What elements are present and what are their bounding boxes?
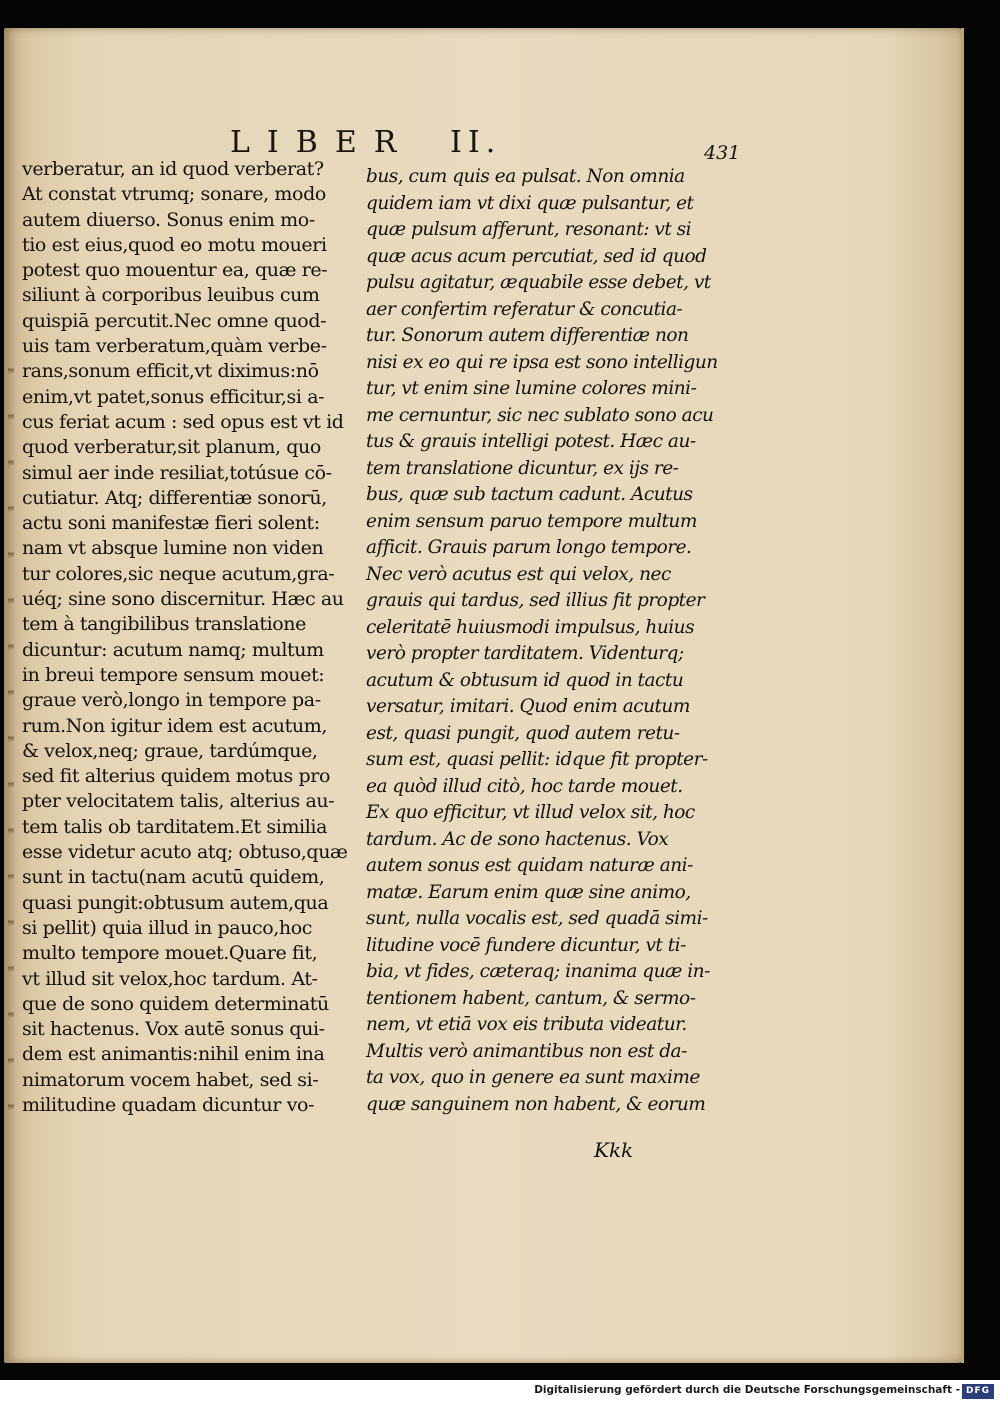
- left-column-line: militudine quadam dicuntur vo-: [22, 1093, 315, 1116]
- right-column-line: litudine vocē fundere dicuntur, vt ti-: [366, 934, 686, 956]
- left-column-line: graue verò,longo in tempore pa-: [22, 689, 321, 712]
- right-column-line: bia, vt fides, cæteraq; inanima quæ in-: [366, 961, 710, 982]
- left-column-line: uéq; sine sono discernitur. Hæc au: [22, 588, 344, 611]
- right-column-line: est, quasi pungit, quod autem retu-: [366, 722, 680, 744]
- left-column-latin-roman: [22, 157, 357, 1118]
- right-column-line: autem sonus est quidam naturæ ani-: [366, 855, 693, 876]
- right-column-line: quæ pulsum afferunt, resonant: vt si: [366, 219, 692, 240]
- book-number: II.: [450, 125, 502, 160]
- left-column-line: autem diuerso. Sonus enim mo-: [22, 208, 315, 231]
- left-column-line: At constat vtrumq; sonare, modo: [22, 183, 326, 206]
- left-column-line: cus feriat acum : sed opus est vt id: [22, 410, 344, 433]
- left-column-line: pter velocitatem talis, alterius au-: [22, 790, 335, 813]
- right-column-line: aer confertim referatur & concutia-: [366, 298, 683, 320]
- right-column-line: me cernuntur, sic nec sublato sono acu: [366, 404, 714, 426]
- right-column-line: tardum. Ac de sono hactenus. Vox: [366, 828, 669, 850]
- left-column-line: in breui tempore sensum mouet:: [22, 663, 325, 686]
- left-column-line: rum.Non igitur idem est acutum,: [22, 714, 327, 737]
- left-column-line: nam vt absque lumine non viden: [22, 537, 324, 560]
- right-column-line: verò propter tarditatem. Videnturq;: [366, 643, 684, 664]
- left-column-line: sit hactenus. Vox autē sonus qui-: [22, 1018, 325, 1041]
- right-column-line: nisi ex eo qui re ipsa est sono intelligun: [366, 351, 718, 373]
- funding-credit: Digitalisierung gefördert durch die Deutsche Forschungsgemeinschaft -: [534, 1384, 960, 1396]
- right-column-line: bus, cum quis ea pulsat. Non omnia: [366, 166, 685, 187]
- left-column-line: potest quo mouentur ea, quæ re-: [22, 259, 328, 282]
- left-column-line: cutiatur. Atq; differentiæ sonorū,: [22, 486, 327, 509]
- right-column-line: afficit. Grauis parum longo tempore.: [366, 537, 692, 558]
- running-title: LIBER: [230, 125, 414, 160]
- right-column-line: sum est, quasi pellit: idque fit propter-: [366, 749, 708, 770]
- left-column-line: tem à tangibilibus translatione: [22, 613, 306, 636]
- right-column-line: sunt, nulla vocalis est, sed quadā simi-: [366, 908, 708, 929]
- right-column-line: tus & grauis intelligi potest. Hæc au-: [366, 431, 696, 452]
- footer-bar: [0, 1380, 1000, 1402]
- right-column-line: ta vox, quo in genere ea sunt maxime: [366, 1067, 700, 1088]
- left-column-line: & velox,neq; graue, tardúmque,: [22, 739, 318, 762]
- right-column-line: ea quòd illud citò, hoc tarde mouet.: [366, 775, 683, 797]
- right-column-line: tem translatione dicuntur, ex ijs re-: [366, 457, 679, 479]
- left-column-line: quod verberatur,sit planum, quo: [22, 436, 321, 459]
- left-column-line: que de sono quidem determinatū: [22, 992, 329, 1015]
- right-column-line: pulsu agitatur, æquabile esse debet, vt: [366, 272, 711, 293]
- right-column-line: grauis qui tardus, sed illius fit propter: [366, 590, 705, 611]
- gutter-shadow: [8, 328, 14, 1128]
- right-column-line: tentionem habent, cantum, & sermo-: [366, 987, 696, 1009]
- left-column-line: verberatur, an id quod verberat?: [22, 158, 324, 180]
- right-column-line: quidem iam vt dixi quæ pulsantur, et: [366, 192, 694, 214]
- left-column-line: tem talis ob tarditatem.Et similia: [22, 815, 328, 838]
- left-column-line: esse videtur acuto atq; obtuso,quæ: [22, 841, 348, 864]
- signature-mark: Kkk: [594, 1138, 634, 1162]
- left-column-line: si pellit) quia illud in pauco,hoc: [22, 916, 313, 939]
- left-column-line: quispiā percutit.Nec omne quod-: [22, 309, 327, 332]
- right-column-line: celeritatē huiusmodi impulsus, huius: [366, 616, 695, 638]
- dfg-logo-icon: DFG: [962, 1384, 994, 1399]
- left-column-line: multo tempore mouet.Quare fit,: [22, 942, 318, 965]
- right-column-latin-italic: [366, 164, 718, 1118]
- right-column-line: nem, vt etiā vox eis tributa videatur.: [366, 1014, 687, 1035]
- left-column-line: simul aer inde resiliat,totúsue cō-: [22, 461, 332, 484]
- right-column-line: tur, vt enim sine lumine colores mini-: [366, 378, 697, 399]
- page-number: 431: [704, 142, 741, 164]
- left-column-line: dem est animantis:nihil enim ina: [22, 1043, 325, 1066]
- right-column-line: tur. Sonorum autem differentiæ non: [366, 325, 689, 346]
- right-column-line: matæ. Earum enim quæ sine animo,: [366, 881, 691, 903]
- right-column-line: Ex quo efficitur, vt illud velox sit, hoc: [366, 802, 695, 823]
- left-column-line: actu soni manifestæ fieri solent:: [22, 512, 320, 535]
- left-column-line: tio est eius,quod eo motu moueri: [22, 233, 327, 256]
- left-column-line: vt illud sit velox,hoc tardum. At-: [22, 967, 318, 990]
- left-column-line: dicuntur: acutum namq; multum: [22, 638, 324, 661]
- left-column-line: tur colores,sic neque acutum,gra-: [22, 562, 335, 585]
- left-column-line: nimatorum vocem habet, sed si-: [22, 1068, 319, 1091]
- left-column-line: sunt in tactu(nam acutū quidem,: [22, 866, 325, 889]
- left-column-line: rans,sonum efficit,vt diximus:nō: [22, 360, 319, 383]
- right-column-line: Multis verò animantibus non est da-: [366, 1040, 687, 1062]
- right-column-line: versatur, imitari. Quod enim acutum: [366, 696, 690, 717]
- right-column-line: bus, quæ sub tactum cadunt. Acutus: [366, 484, 693, 505]
- left-column-line: siliunt à corporibus leuibus cum: [22, 284, 320, 307]
- right-column-line: quæ sanguinem non habent, & eorum: [366, 1093, 706, 1115]
- left-column-line: uis tam verberatum,quàm verbe-: [22, 335, 327, 358]
- right-column-line: Nec verò acutus est qui velox, nec: [366, 563, 671, 585]
- right-column-line: enim sensum paruo tempore multum: [366, 510, 697, 532]
- left-column-line: enim,vt patet,sonus efficitur,si a-: [22, 385, 325, 408]
- right-column-line: acutum & obtusum id quod in tactu: [366, 669, 684, 691]
- left-column-line: quasi pungit:obtusum autem,qua: [22, 891, 329, 914]
- left-column-line: sed fit alterius quidem motus pro: [22, 765, 330, 788]
- right-column-line: quæ acus acum percutiat, sed id quod: [366, 245, 707, 267]
